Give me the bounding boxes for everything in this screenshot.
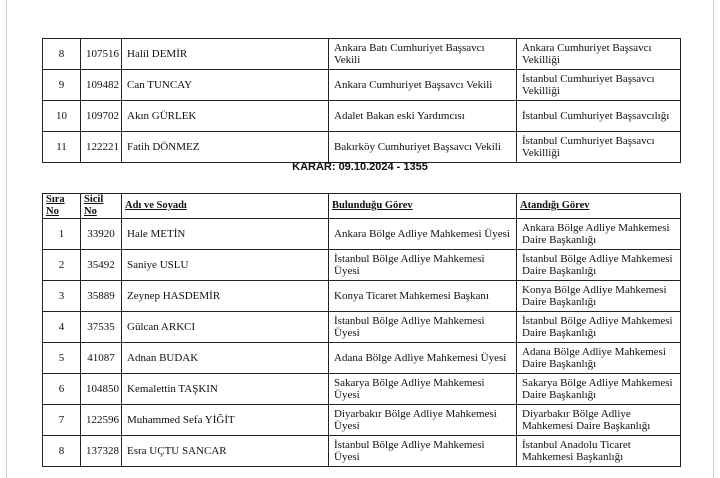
- cell-name: Can TUNCAY: [122, 70, 329, 101]
- cell-appointed-post: Ankara Cumhuriyet Başsavcı Vekilliği: [517, 39, 681, 70]
- cell-current-post: İstanbul Bölge Adliye Mahkemesi Üyesi: [329, 250, 517, 281]
- cell-name: Halil DEMİR: [122, 39, 329, 70]
- cell-current-post: İstanbul Bölge Adliye Mahkemesi Üyesi: [329, 312, 517, 343]
- cell-sicil: 35889: [81, 281, 122, 312]
- cell-no: 4: [43, 312, 81, 343]
- cell-appointed-post: Ankara Bölge Adliye Mahkemesi Daire Başkanlığı: [517, 219, 681, 250]
- cell-no: 8: [43, 39, 81, 70]
- cell-name: Zeynep HASDEMİR: [122, 281, 329, 312]
- decision-heading: KARAR: 09.10.2024 - 1355: [292, 161, 428, 173]
- table-row: [43, 374, 681, 405]
- cell-sicil: 122221: [81, 132, 122, 163]
- cell-no: 6: [43, 374, 81, 405]
- table-row: [43, 312, 681, 343]
- cell-name: Esra UÇTU SANCAR: [122, 436, 329, 467]
- cell-name: Muhammed Sefa YİĞİT: [122, 405, 329, 436]
- cell-sicil: 35492: [81, 250, 122, 281]
- table-row: [43, 39, 681, 70]
- cell-no: 2: [43, 250, 81, 281]
- appointments-rows: [43, 219, 681, 467]
- column-header-appointed-post: Atandığı Görev: [517, 194, 681, 219]
- table-row: [43, 436, 681, 467]
- cell-appointed-post: İstanbul Cumhuriyet Başsavcı Vekilliği: [517, 70, 681, 101]
- cell-name: Adnan BUDAK: [122, 343, 329, 374]
- column-header-name: Adı ve Soyadı: [122, 194, 329, 219]
- cell-current-post: Adalet Bakan eski Yardımcısı: [329, 101, 517, 132]
- table-row: [43, 281, 681, 312]
- cell-name: Gülcan ARKCI: [122, 312, 329, 343]
- cell-current-post: Diyarbakır Bölge Adliye Mahkemesi Üyesi: [329, 405, 517, 436]
- cell-current-post: Ankara Batı Cumhuriyet Başsavcı Vekili: [329, 39, 517, 70]
- cell-appointed-post: Adana Bölge Adliye Mahkemesi Daire Başkanlığı: [517, 343, 681, 374]
- cell-name: Hale METİN: [122, 219, 329, 250]
- cell-current-post: Ankara Cumhuriyet Başsavcı Vekili: [329, 70, 517, 101]
- cell-sicil: 41087: [81, 343, 122, 374]
- cell-appointed-post: Sakarya Bölge Adliye Mahkemesi Daire Başkanlığı: [517, 374, 681, 405]
- cell-sicil: 122596: [81, 405, 122, 436]
- cell-appointed-post: İstanbul Cumhuriyet Başsavcı Vekilliği: [517, 132, 681, 163]
- column-header-current-post: Bulunduğu Görev: [329, 194, 517, 219]
- cell-current-post: Adana Bölge Adliye Mahkemesi Üyesi: [329, 343, 517, 374]
- cell-sicil: 37535: [81, 312, 122, 343]
- cell-name: Saniye USLU: [122, 250, 329, 281]
- cell-name: Fatih DÖNMEZ: [122, 132, 329, 163]
- cell-name: Kemalettin TAŞKIN: [122, 374, 329, 405]
- table-row: [43, 101, 681, 132]
- table-row: [43, 343, 681, 374]
- column-header-sicil: Sicil No: [81, 194, 122, 219]
- page-edge-left: [6, 0, 7, 478]
- page-edge-right: [713, 0, 714, 478]
- previous-decision-table: [42, 38, 681, 163]
- cell-sicil: 33920: [81, 219, 122, 250]
- cell-current-post: Ankara Bölge Adliye Mahkemesi Üyesi: [329, 219, 517, 250]
- cell-no: 11: [43, 132, 81, 163]
- cell-appointed-post: Diyarbakır Bölge Adliye Mahkemesi Daire Başkanlığı: [517, 405, 681, 436]
- cell-no: 5: [43, 343, 81, 374]
- table-row: [43, 250, 681, 281]
- cell-appointed-post: İstanbul Anadolu Ticaret Mahkemesi Başkanlığı: [517, 436, 681, 467]
- cell-appointed-post: İstanbul Bölge Adliye Mahkemesi Daire Başkanlığı: [517, 250, 681, 281]
- cell-sicil: 109702: [81, 101, 122, 132]
- table-row: [43, 219, 681, 250]
- cell-appointed-post: İstanbul Cumhuriyet Başsavcılığı: [517, 101, 681, 132]
- appointments-table: [42, 193, 681, 467]
- table-row: [43, 405, 681, 436]
- table-row: [43, 132, 681, 163]
- cell-name: Akın GÜRLEK: [122, 101, 329, 132]
- cell-sicil: 104850: [81, 374, 122, 405]
- cell-no: 8: [43, 436, 81, 467]
- cell-no: 3: [43, 281, 81, 312]
- cell-sicil: 137328: [81, 436, 122, 467]
- cell-no: 9: [43, 70, 81, 101]
- cell-current-post: Konya Ticaret Mahkemesi Başkanı: [329, 281, 517, 312]
- cell-appointed-post: İstanbul Bölge Adliye Mahkemesi Daire Başkanlığı: [517, 312, 681, 343]
- column-header-no: Sıra No: [43, 194, 81, 219]
- table-header-row: [43, 194, 681, 219]
- cell-sicil: 109482: [81, 70, 122, 101]
- cell-no: 1: [43, 219, 81, 250]
- cell-current-post: Bakırköy Cumhuriyet Başsavcı Vekili: [329, 132, 517, 163]
- cell-appointed-post: Konya Bölge Adliye Mahkemesi Daire Başkanlığı: [517, 281, 681, 312]
- cell-current-post: Sakarya Bölge Adliye Mahkemesi Üyesi: [329, 374, 517, 405]
- cell-no: 10: [43, 101, 81, 132]
- previous-decision-rows: [43, 39, 681, 163]
- table-row: [43, 70, 681, 101]
- cell-sicil: 107516: [81, 39, 122, 70]
- cell-current-post: İstanbul Bölge Adliye Mahkemesi Üyesi: [329, 436, 517, 467]
- cell-no: 7: [43, 405, 81, 436]
